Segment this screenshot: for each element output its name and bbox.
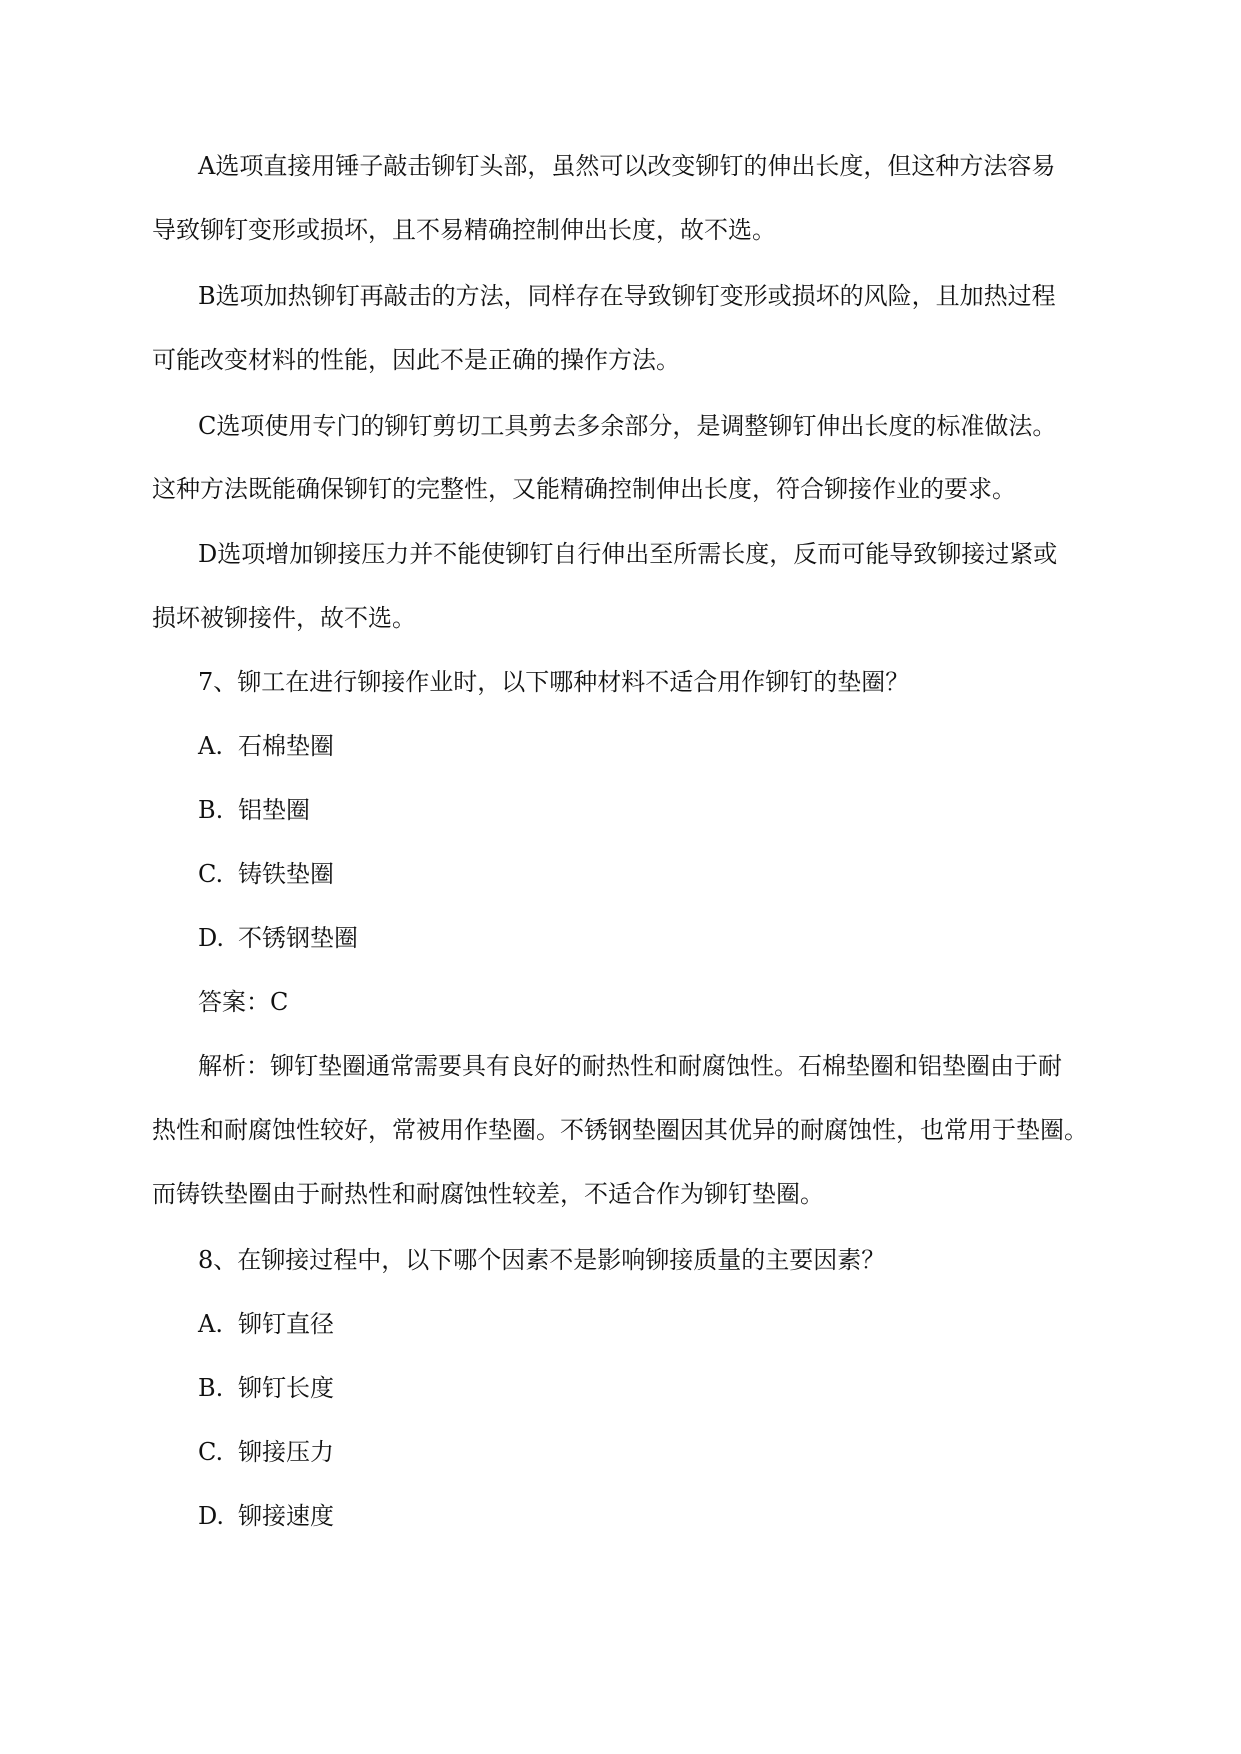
explanation-b-line-1: B选项加热铆钉再敲击的方法，同样存在导致铆钉变形或损坏的风险，且加热过程 [198, 282, 1056, 310]
q7-answer: 答案：C [198, 988, 289, 1016]
explanation-a-line-2: 导致铆钉变形或损坏，且不易精确控制伸出长度，故不选。 [152, 216, 776, 244]
option-letter: C. [198, 860, 224, 888]
explanation-d-line-1: D选项增加铆接压力并不能使铆钉自行伸出至所需长度，反而可能导致铆接过紧或 [198, 540, 1058, 568]
q7-analysis-line-2: 热性和耐腐蚀性较好，常被用作垫圈。不锈钢垫圈因其优异的耐腐蚀性，也常用于垫圈。 [152, 1116, 1088, 1144]
option-letter: A. [198, 1310, 223, 1338]
option-text: 铸铁垫圈 [238, 860, 334, 888]
q8-option-b [198, 1372, 1158, 1404]
explanation-c-line-1: C选项使用专门的铆钉剪切工具剪去多余部分，是调整铆钉伸出长度的标准做法。 [198, 412, 1057, 440]
option-text: 不锈钢垫圈 [238, 924, 358, 952]
question-8-text: 8、在铆接过程中，以下哪个因素不是影响铆接质量的主要因素？ [198, 1246, 886, 1274]
option-text: 铆接压力 [238, 1438, 334, 1466]
option-text: 铆接速度 [238, 1502, 334, 1530]
option-text: 铆钉长度 [238, 1374, 334, 1402]
option-letter: D. [198, 924, 225, 952]
option-text: 铝垫圈 [238, 796, 310, 824]
q8-option-d [198, 1500, 1158, 1532]
q8-option-a [198, 1308, 1158, 1340]
q7-option-d [198, 922, 1158, 954]
q7-analysis-line-1: 解析：铆钉垫圈通常需要具有良好的耐热性和耐腐蚀性。石棉垫圈和铝垫圈由于耐 [198, 1052, 1062, 1080]
option-letter: B. [198, 796, 224, 824]
q7-option-b [198, 794, 1158, 826]
explanation-a-line-1: A选项直接用锤子敲击铆钉头部，虽然可以改变铆钉的伸出长度，但这种方法容易 [198, 152, 1056, 180]
option-letter: B. [198, 1374, 224, 1402]
option-letter: D. [198, 1502, 225, 1530]
explanation-c-line-2: 这种方法既能确保铆钉的完整性，又能精确控制伸出长度，符合铆接作业的要求。 [152, 475, 1016, 503]
option-text: 铆钉直径 [238, 1310, 334, 1338]
option-letter: C. [198, 1438, 224, 1466]
q7-option-c [198, 858, 1158, 890]
q7-option-a [198, 730, 1158, 762]
q7-analysis-line-3: 而铸铁垫圈由于耐热性和耐腐蚀性较差，不适合作为铆钉垫圈。 [152, 1180, 824, 1208]
explanation-d-line-2: 损坏被铆接件，故不选。 [152, 604, 416, 632]
q8-option-c [198, 1436, 1158, 1468]
option-text: 石棉垫圈 [238, 732, 334, 760]
explanation-b-line-2: 可能改变材料的性能，因此不是正确的操作方法。 [152, 346, 680, 374]
question-7-text: 7、铆工在进行铆接作业时，以下哪种材料不适合用作铆钉的垫圈？ [198, 668, 910, 696]
option-letter: A. [198, 732, 223, 760]
